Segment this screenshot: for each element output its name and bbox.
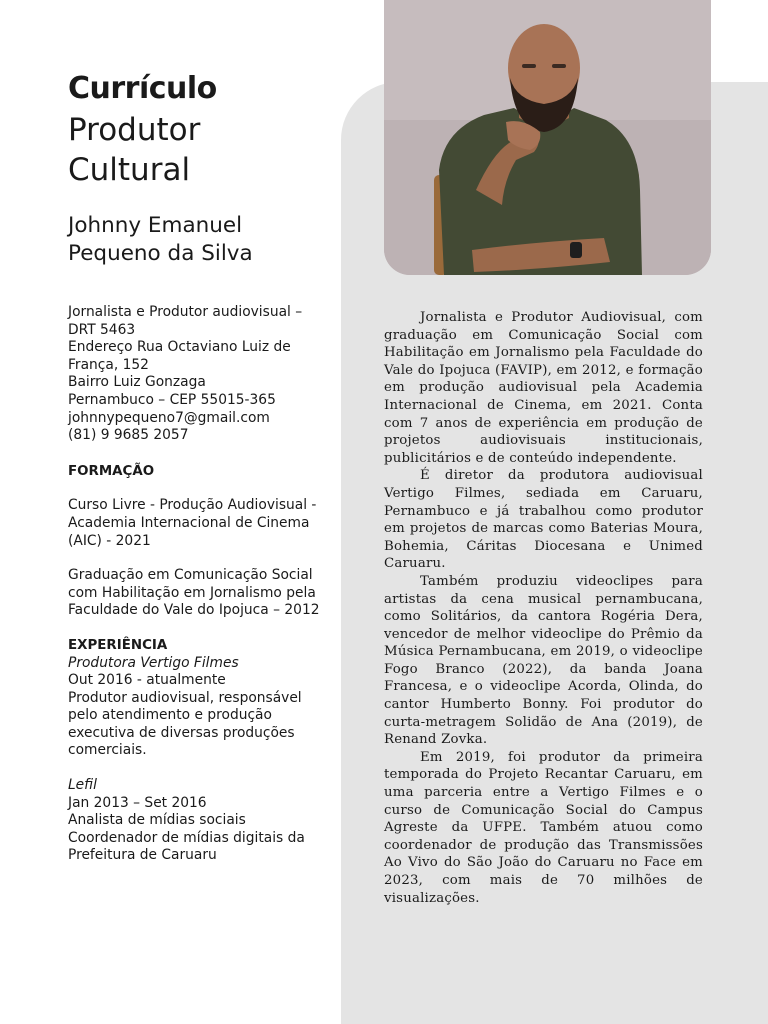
job-period: Jan 2013 – Set 2016 (68, 794, 207, 811)
role-title: Produtor Cultural (68, 112, 201, 188)
bio-text (384, 309, 703, 907)
contact-line: Bairro Luiz Gonzaga (68, 374, 206, 391)
contact-line: Pernambuco – CEP 55015-365 (68, 391, 276, 408)
bio-paragraph: Em 2019, foi produtor da primeira temporada do Projeto Recantar Caruaru, em uma parceria entre a Vertigo Filmes e o curso de Comunicação Social do Campus Agreste da UFPE. Também atuou como coordenador de produção das Transmissões Ao Vivo do São João do Caruaru no Face em 2023, com mais de 70 milhões de visualizações. (384, 749, 703, 906)
job-description: Produtor audiovisual, responsável pelo atendimento e produção executiva de diversas produções comerciais. (68, 689, 302, 759)
contact-block (68, 304, 323, 445)
job-company: Lefil (68, 777, 97, 794)
experiencia-heading: EXPERIÊNCIA (68, 637, 168, 653)
formacao-item: Curso Livre - Produção Audiovisual - Academia Internacional de Cinema (AIC) - 2021 (68, 497, 317, 549)
job-company: Produtora Vertigo Filmes (68, 654, 239, 671)
job-description: Analista de mídias sociais Coordenador de mídias digitais da Prefeitura de Caruaru (68, 812, 305, 864)
job-period: Out 2016 - atualmente (68, 672, 226, 689)
bio-paragraph: Também produziu videoclipes para artistas da cena musical pernambucana, como Solitários, da cantora Rogéria Dera, vencedor de melhor videoclipe do Prêmio da Música Pernambucana, em 2019, o videoclipe Fogo Branco (2022), da banda Joana Francesa, e o videoclipe Acorda, Olinda, do cantor Humberto Bonny. Foi produtor do curta-metragem Solidão de Ana (2019), de Renand Zovka. (384, 573, 703, 748)
contact-line: Endereço Rua Octaviano Luiz de França, 152 (68, 339, 291, 373)
portrait-photo (384, 0, 711, 275)
formacao-heading: FORMAÇÃO (68, 463, 155, 479)
page-title: Currículo (68, 71, 217, 106)
contact-line: Jornalista e Produtor audiovisual – DRT 5463 (68, 304, 303, 338)
person-name: Johnny Emanuel Pequeno da Silva (68, 213, 253, 266)
formacao-item: Graduação em Comunicação Social com Habilitação em Jornalismo pela Faculdade do Vale do Ipojuca – 2012 (68, 567, 320, 619)
bio-paragraph: Jornalista e Produtor Audiovisual, com graduação em Comunicação Social com Habilitação em Jornalismo pela Faculdade do Vale do Ipojuca (FAVIP), em 2012, e formação em produção audiovisual pela Academia Internacional de Cinema, em 2021. Conta com 7 anos de experiência em produção de projetos audiovisuais institucionais, publicitários e de conteúdo independente. (384, 310, 703, 466)
bio-paragraph: É diretor da produtora audiovisual Vertigo Filmes, sediada em Caruaru, Pernambuco e já trabalhou como produtor em projetos de marcas como Baterias Moura, Bohemia, Cáritas Diocesana e Unimed Caruaru. (384, 468, 703, 572)
email-text: johnnypequeno7@gmail.com (68, 409, 270, 426)
phone-text: (81) 9 9685 2057 (68, 427, 189, 444)
left-column (68, 304, 323, 865)
